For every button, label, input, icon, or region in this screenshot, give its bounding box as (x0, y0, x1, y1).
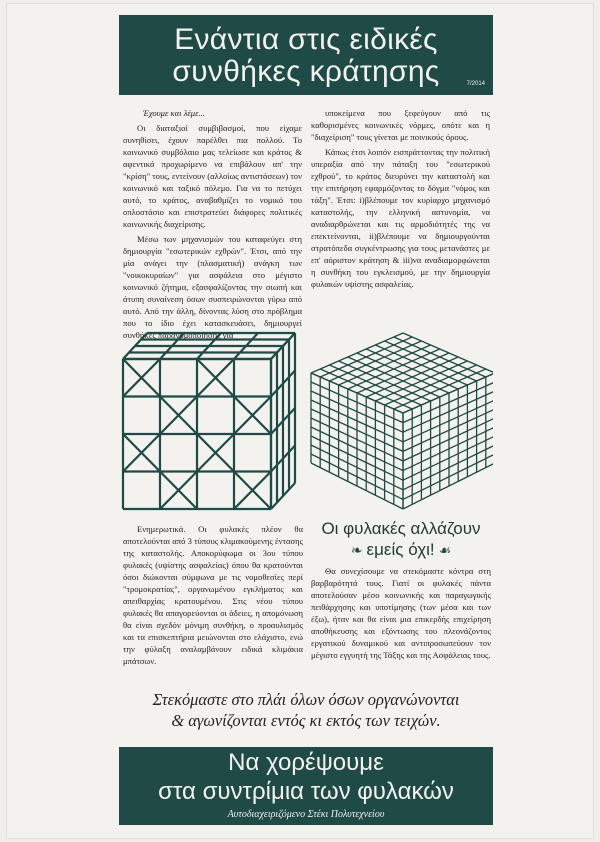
heading-line-2 (311, 539, 491, 561)
footer-signature: Αυτοδιαχειριζόμενο Στέκι Πολυτεχνείου (227, 809, 385, 820)
footer-line-2: στα συντρίμια των φυλακών (158, 778, 454, 805)
text-column-3 (123, 523, 303, 670)
lattice-cube-left (123, 333, 295, 509)
ornament-icon: ❧ (350, 542, 363, 558)
title-banner (119, 15, 493, 95)
poster-sheet (6, 3, 594, 839)
section-heading (311, 519, 491, 561)
paragraph: Μέσω των μηχανισμών του καταφεύγει στη δημιουργία "εσωτερικών εχθρών". Έτσι, από την μία ανάγει την (πλασματική) ανάγκη των "νοικοκυραίων" για ασφάλεια στο μέγιστο κοινωνικό ζήτημα, εξασφαλίζοντας την σιωπή και άτυπη συναίνεση όσων συσπειρώνονται γύρω από αυτό. Από την άλλη, δίνοντας λύση στο πρόβλημα που το ίδιο έχει κατασκευάσει, δημιουργεί συνθήκες παρανομοποίησης για (123, 234, 302, 340)
footer-banner (119, 747, 493, 825)
paragraph: υποκείμενα που ξεφεύγουν από τις καθορισμένες κοινωνικές νόρμες, οπότε και η "διαχείριση" τους γίνεται με ποινικούς όρους. (311, 108, 490, 142)
slogan-line-1: Στεκόμαστε στο πλάι όλων όσων οργανώνονται (152, 690, 460, 709)
grid-cube-right (311, 333, 493, 509)
title-line-1: Ενάντια στις ειδικές (174, 23, 438, 56)
slogan (106, 689, 506, 731)
text-column-1 (123, 107, 302, 344)
paragraph: Ενημερωτικά. Οι φυλακές πλέον θα αποτελούνται από 3 τύπους κλιμακούμενης έντασης της καταστολής. Αποκορύφωμα οι 3ου τύπου φυλακές (υψίστης ασφαλείας) όπου θα κρατούνται όσοι διώκονται σύμφωνα με τις νομοθεσίες περί "τρομοκρατίας", οργανωμένου εγκλήματος και απειθαρχίας κρατουμένου. Στις νέου τύπου φυλακές θα απαγορεύονται οι άδειες, η απομόνωση θα είναι σχεδόν μόνιμη συνθήκη, ο προαυλισμός και τα επισκεπτήρια μειώνονται στο ελάχιστο, ενώ την φύλαξη αναλαμβάνουν ειδικά κλιμάκια μπάτσων. (123, 524, 303, 666)
paragraph: Θα συνεχίσουμε να στεκόμαστε κόντρα στη βαρβαρότητά τους. Γιατί οι φυλακές πάντα αποτελούσαν μέσο κοινωνικής και παραγωγικής πειθάρχησης και υποτίμησης (των μέσα και των έξω), ήταν και θα είναι μια επικερδής επιχείρηση αποθήκευσης και εξόντωσης του πλεονάζοντος εργατικού δυναμικού και αντιπροσωπεύουν τον μέγιστο εγγυητή της Τάξης και της Ασφάλειας τους. (311, 566, 491, 660)
text-column-4 (311, 565, 491, 664)
paragraph: Κάπως έτσι λοιπόν εισπράττοντας την πολιτική υπεραξία από την πάταξη του "εσωτερικού εχθρού", το κράτος διευρύνει την καταστολή και την επιτήρηση εφαρμόζοντας το δόγμα "νόμος και τάξη". Έτσι: i)βλέπουμε τον κυρίαρχο μηχανισμό καταστολής, την ελληνική αστυνομία, να αναδιαρθρώνεται και τις αρμοδιότητές της να επεκτείνονται, ii)βλέπουμε να δημιουργούνται στρατόπεδα συγκέντρωσης για τους μετανάστες με επ' αόριστον κράτηση & iii)να αναδιαμορφώνεται η συνθήκη του εγκλεισμού, με την δημιουργία φυλακών υψίστης ασφαλείας. (311, 147, 490, 289)
cage-cubes-illustration (121, 329, 493, 515)
lead-phrase: Έχουμε και λέμε... (143, 108, 205, 118)
heading-line-2-text: εμείς όχι! (366, 540, 435, 559)
slogan-line-2: & αγωνίζονται εντός κι εκτός των τειχών. (171, 711, 441, 730)
paragraph: Οι διαταξιοί συμβιβασμοί, που είχαμε συνηθίσει, έχουν παρέλθει πια πολλού. Το κοινωνικό συμβόλαιο μας τελείωσε και κράτος & αφεντικά προχωρίμενο να επιβάλουν απ' την "κρίση" τους, εντείνουν (αλλοίως αντιστάσεων) τον κοινωνικό και ταξικό πόλεμο. Για να το πετύχει αυτό, το κράτος, αναβαθμίζει το νομικό του οπλοστάσιο και επιστρατεύει διάφορες πολιτικές κοινωνικής διαχείρισης. (123, 123, 302, 229)
ornament-icon: ☙ (438, 542, 452, 558)
footer-line-1: Να χορέψουμε (228, 749, 384, 776)
heading-line-1: Οι φυλακές αλλάζουν (321, 519, 481, 538)
issue-date: 7/2014 (466, 81, 485, 87)
text-column-2 (311, 107, 490, 293)
title-line-2: συνθήκες κράτησης (172, 55, 440, 88)
